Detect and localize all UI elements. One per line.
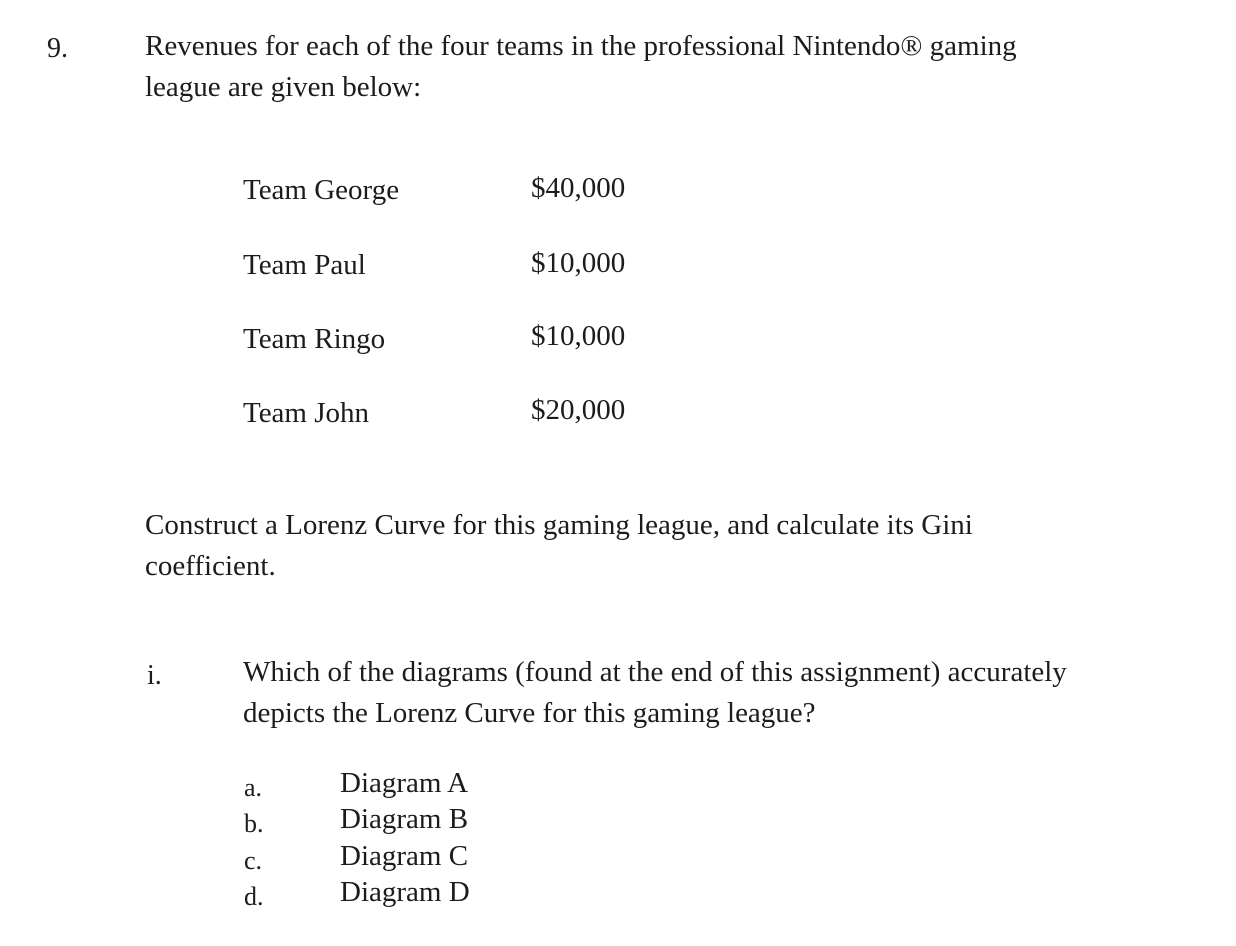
team-name: Team George [243,174,400,206]
subquestion-line-1: Which of the diagrams (found at the end of this assignment) accurately [243,656,1067,688]
option-letter-b: b. [244,809,264,838]
team-name: Team Ringo [243,323,386,355]
option-diagram-b: Diagram B [340,803,469,835]
option-letter-a: a. [244,773,263,802]
question-stem-line-2: league are given below: [145,71,422,103]
instruction-line-2: coefficient. [145,550,276,582]
team-revenue: $40,000 [531,172,626,204]
option-letter-c: c. [244,846,263,875]
option-letter-d: d. [244,882,264,911]
team-name: Team Paul [243,249,366,281]
team-revenue: $10,000 [531,320,626,352]
question-stem [145,26,1145,108]
option-diagram-c: Diagram C [340,840,469,872]
subquestion-text [243,652,1203,734]
team-name: Team John [243,397,370,429]
instruction [145,505,1145,587]
question-stem-line-1: Revenues for each of the four teams in the professional Nintendo® gaming [145,30,1017,62]
subquestion-line-2: depicts the Lorenz Curve for this gaming league? [243,697,816,729]
instruction-line-1: Construct a Lorenz Curve for this gaming league, and calculate its Gini [145,509,973,541]
question-number: 9. [47,33,68,64]
team-revenue: $10,000 [531,247,626,279]
option-diagram-d: Diagram D [340,876,470,908]
team-revenue: $20,000 [531,394,626,426]
subquestion-number: i. [147,660,162,691]
option-diagram-a: Diagram A [340,767,469,799]
